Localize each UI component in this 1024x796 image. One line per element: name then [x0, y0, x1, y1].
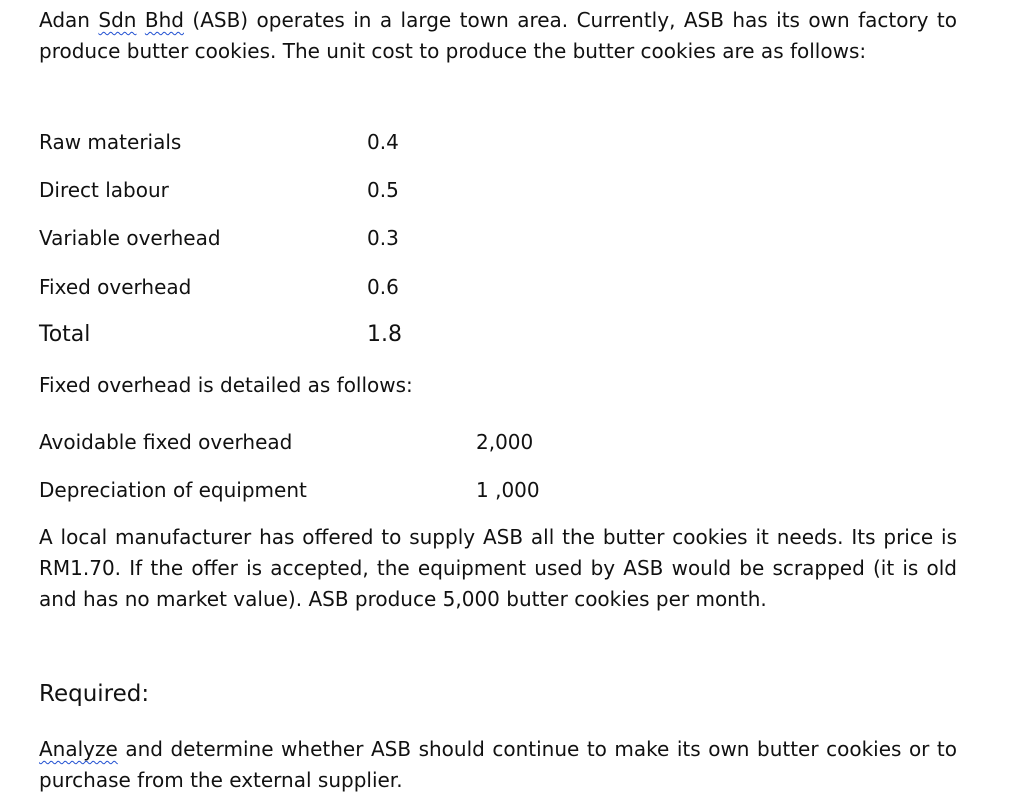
cost-label-raw-materials: Raw materials [39, 130, 182, 154]
cost-value-direct-labour: 0.5 [367, 178, 399, 202]
offer-paragraph: A local manufacturer has offered to supply ASB all the butter cookies it needs. Its price is RM1.70. If the offer is accepted, the equipment used by ASB would be scrapped (it is old and has no market value). ASB produce 5,000 butter cookies per month. [39, 525, 957, 611]
required-heading: Required: [39, 681, 150, 707]
cost-label-fixed-overhead: Fixed overhead [39, 275, 192, 299]
cost-value-variable-overhead: 0.3 [367, 226, 399, 250]
question-text: and determine whether ASB should continue to make its own butter cookies or to purchase from the external supplier. [39, 737, 958, 792]
intro-paragraph [39, 5, 957, 67]
fixed-label-avoidable: Avoidable fixed overhead [39, 430, 293, 454]
fixed-overhead-intro: Fixed overhead is detailed as follows: [39, 373, 413, 397]
spellcheck-word-sdn: Sdn [98, 8, 137, 32]
cost-value-fixed-overhead: 0.6 [367, 275, 399, 299]
question-paragraph [39, 734, 957, 796]
fixed-value-avoidable: 2,000 [476, 430, 534, 454]
spellcheck-word-bhd: Bhd [144, 8, 184, 32]
intro-text: (ASB) operates in a large town area. Currently, ASB has its own factory to produce butter cookies. The unit cost to produce the butter cookies are as follows: [39, 8, 957, 63]
fixed-label-depreciation: Depreciation of equipment [39, 478, 307, 502]
cost-value-raw-materials: 0.4 [367, 130, 399, 154]
company-name-word: Adan [39, 8, 90, 32]
cost-label-variable-overhead: Variable overhead [39, 226, 221, 250]
total-label: Total [39, 322, 91, 347]
total-value: 1.8 [367, 322, 402, 347]
spellcheck-word-analyze: Analyze [39, 737, 118, 761]
fixed-value-depreciation: 1 ,000 [476, 478, 540, 502]
cost-label-direct-labour: Direct labour [39, 178, 169, 202]
